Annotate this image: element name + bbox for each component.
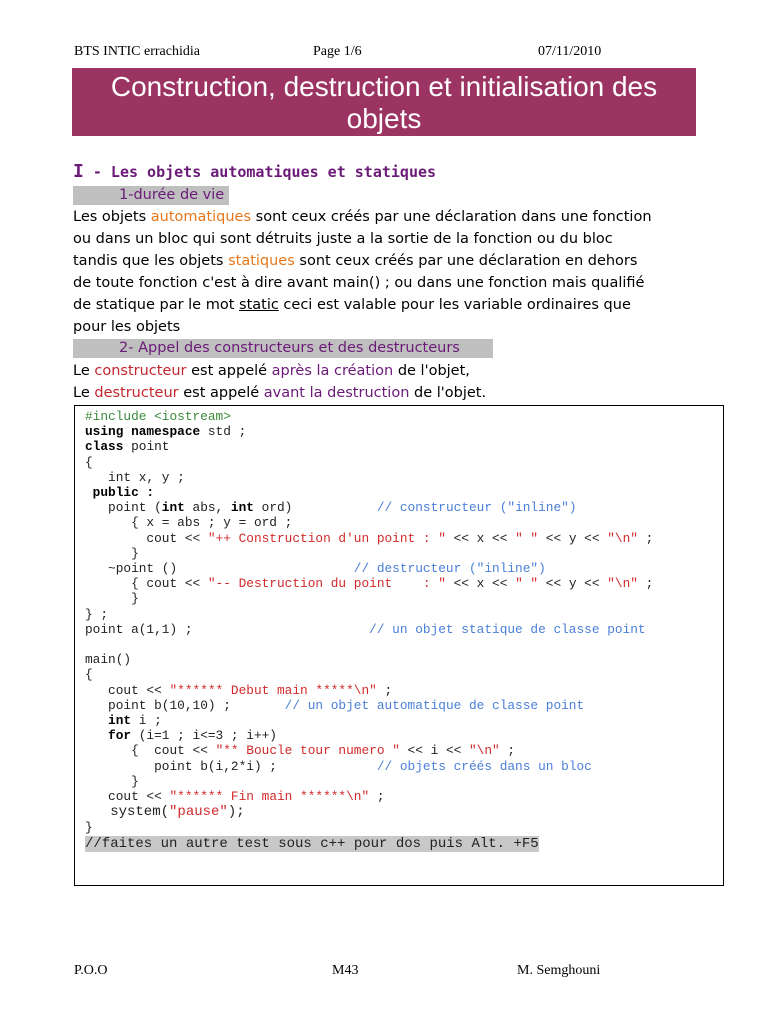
text: Les objets <box>73 209 151 225</box>
code-text: } <box>85 545 139 561</box>
code-string: "\n" <box>469 743 500 759</box>
code-keyword: using namespace <box>85 424 201 440</box>
text: est appelé <box>186 363 272 379</box>
code-text: ord) <box>253 500 377 516</box>
code-text: point a(1,1) ; <box>85 621 370 637</box>
page-header <box>0 44 768 64</box>
keyword-statiques: statiques <box>228 253 295 269</box>
text: ceci est valable pour les variable ordinaires que <box>278 297 631 313</box>
code-text: main() <box>85 652 132 668</box>
code-comment: // un objet automatique de classe point <box>284 697 585 713</box>
text: Le <box>73 385 95 401</box>
code-highlighted-comment: //faites un autre test sous c++ pour dos puis Alt. +F5 <box>85 835 539 852</box>
code-string: "pause" <box>169 804 228 821</box>
code-text: { x = abs ; y = ord ; <box>85 515 293 531</box>
code-text: i ; <box>131 713 162 729</box>
code-text: abs, <box>184 500 231 516</box>
para-line: de toute fonction c'est à dire avant main() ; ou dans une fonction mais qualifié <box>73 275 645 291</box>
phrase-avant-destruction: avant la destruction <box>263 385 410 401</box>
subheading-calls <box>73 339 493 358</box>
destructor-line <box>73 382 486 404</box>
code-text: ~point () <box>85 561 354 577</box>
para-line: ou dans un bloc qui sont détruits juste a la sortie de la fonction ou du bloc <box>73 231 613 247</box>
code-text: << x << <box>445 530 516 546</box>
code-text: } ; <box>85 606 109 622</box>
code-string: "-- Destruction du point : " <box>207 576 446 592</box>
text: Le <box>73 363 95 379</box>
text: de statique par le mot <box>73 297 240 313</box>
code-text: cout << <box>85 530 208 546</box>
text: tandis que les objets <box>73 253 229 269</box>
code-listing <box>85 409 653 852</box>
code-include: #include <iostream> <box>85 409 231 424</box>
subheading-calls-label: 2- Appel des constructeurs et des destructeurs <box>119 340 460 356</box>
title-line-1: Construction, destruction et initialisation des <box>110 71 658 102</box>
code-text: point b(10,10) ; <box>85 697 285 713</box>
code-text: } <box>85 773 139 789</box>
header-school: BTS INTIC errachidia <box>74 44 200 59</box>
code-string: "****** Fin main ******\n" <box>169 789 370 805</box>
header-page-number: Page 1/6 <box>313 44 362 59</box>
word-destructeur: destructeur <box>94 385 179 401</box>
intro-paragraph <box>73 206 713 338</box>
constructor-destructor-lines <box>73 360 486 404</box>
section-title: - Les objets automatiques et statiques <box>83 163 437 181</box>
para-line <box>73 206 713 228</box>
code-text: point ( <box>85 500 162 516</box>
code-text: ); <box>227 804 245 821</box>
code-listing-box <box>74 405 724 886</box>
para-line: pour les objets <box>73 319 181 335</box>
code-keyword: int <box>85 713 132 729</box>
phrase-apres-creation: après la création <box>271 363 394 379</box>
code-text: << x << <box>445 576 516 592</box>
code-text: { <box>85 454 93 470</box>
code-string: "\n" <box>607 530 638 546</box>
code-text: } <box>85 591 139 607</box>
code-string: "** Boucle tour numero " <box>215 743 400 759</box>
code-keyword: class <box>85 439 124 455</box>
code-string: " " <box>515 530 539 546</box>
code-text: { cout << <box>85 576 208 592</box>
footer-course: P.O.O <box>74 963 108 978</box>
keyword-automatiques: automatiques <box>150 209 252 225</box>
subheading-duration <box>73 186 229 205</box>
code-string: "\n" <box>607 576 638 592</box>
code-comment: // constructeur ("inline") <box>376 500 577 516</box>
code-text: << y << <box>538 530 608 546</box>
header-date: 07/11/2010 <box>538 44 602 59</box>
text: sont ceux créés par une déclaration dans une fonction <box>251 209 652 225</box>
code-comment: // destructeur ("inline") <box>353 561 546 577</box>
code-string: "****** Debut main *****\n" <box>169 682 377 698</box>
para-line <box>73 250 713 272</box>
code-text: ; <box>369 789 385 805</box>
code-text: ; <box>499 743 516 759</box>
code-text: ; <box>637 576 654 592</box>
code-keyword: int <box>161 500 185 516</box>
code-text: std ; <box>200 424 247 440</box>
code-text: point <box>123 439 170 455</box>
code-text: system( <box>85 804 170 821</box>
code-comment: // objets créés dans un bloc <box>376 758 592 774</box>
code-text <box>85 637 93 652</box>
text: de l'objet. <box>409 385 487 401</box>
footer-author: M. Semghouni <box>517 963 601 978</box>
code-text: } <box>85 820 93 836</box>
code-string: " " <box>515 576 539 592</box>
page-footer <box>0 963 768 983</box>
word-constructeur: constructeur <box>94 363 187 379</box>
code-keyword: public : <box>85 485 155 501</box>
section-numeral: I <box>73 161 84 182</box>
code-text: point b(i,2*i) ; <box>85 758 377 774</box>
code-keyword: int <box>230 500 254 516</box>
text: sont ceux créés par une déclaration en dehors <box>294 253 638 269</box>
para-line <box>73 294 713 316</box>
subheading-duration-label: 1-durée de vie <box>119 187 225 203</box>
code-text: ; <box>637 530 654 546</box>
code-text: cout << <box>85 789 170 805</box>
code-text: << i << <box>399 743 469 759</box>
code-text: { cout << <box>85 743 216 759</box>
text: est appelé <box>178 385 264 401</box>
title-line-2: objets <box>346 103 422 134</box>
code-text: cout << <box>85 682 170 698</box>
code-text: (i=1 ; i<=3 ; i++) <box>131 728 277 744</box>
footer-module: M43 <box>332 963 359 978</box>
code-text: int x, y ; <box>85 469 185 485</box>
section-heading <box>73 161 436 182</box>
code-comment: // un objet statique de classe point <box>369 621 646 637</box>
code-text: ; <box>376 682 393 698</box>
code-string: "++ Construction d'un point : " <box>207 530 446 546</box>
text: de l'objet, <box>393 363 470 379</box>
code-text: { <box>85 667 93 683</box>
title-banner <box>72 68 696 136</box>
code-text: << y << <box>538 576 608 592</box>
code-keyword: for <box>85 728 132 744</box>
constructor-line <box>73 360 486 382</box>
keyword-static: static <box>239 297 279 313</box>
